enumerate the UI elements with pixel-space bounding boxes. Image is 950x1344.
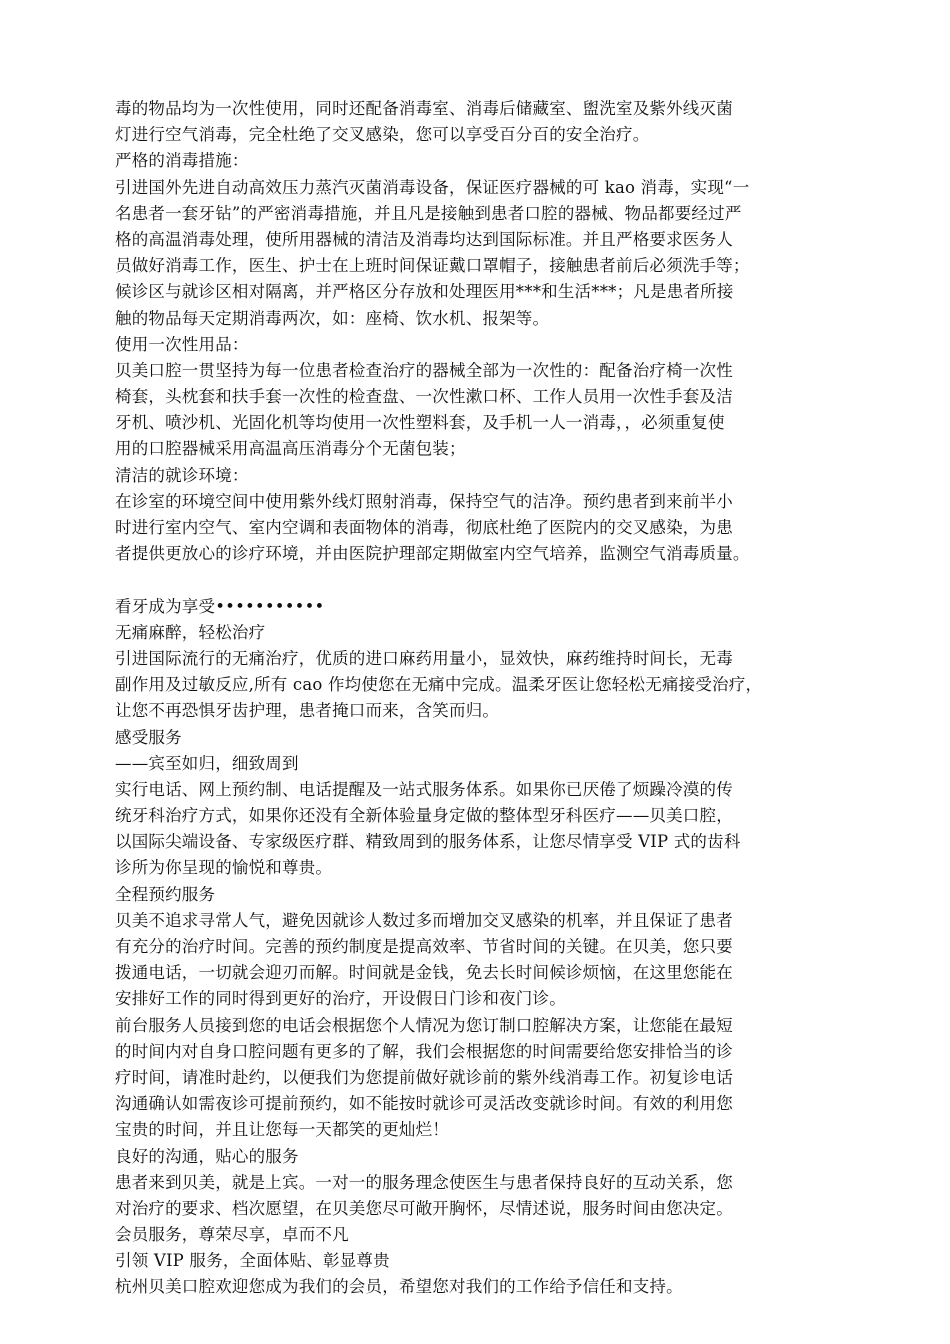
text-line: 贝美不追求寻常人气，避免因就诊人数过多而增加交叉感染的机率，并且保证了患者 [115,910,733,930]
text-line: 会员服务，尊荣尽享，卓而不凡 [115,1225,349,1245]
text-line: 副作用及过敏反应,所有 cao 作均使您在无痛中完成。温柔牙医让您轻松无痛接受治疗， [115,675,763,695]
text-line: 格的高温消毒处理，使所用器械的清洁及消毒均达到国际标准。并且严格要求医务人 [115,229,733,249]
text-line: 椅套，头枕套和扶手套一次性的检查盘、一次性漱口杯、工作人员用一次性手套及洁 [115,387,733,407]
text-line: 用的口腔器械采用高温高压消毒分个无菌包装； [115,439,466,459]
text-line: 候诊区与就诊区相对隔离，并严格区分存放和处理医用***和生活***；凡是患者所接 [115,282,734,302]
text-line: 看牙成为享受••••••••••• [115,596,325,616]
text-line: 患者来到贝美，就是上宾。一对一的服务理念使医生与患者保持良好的互动关系，您 [115,1172,733,1192]
text-line: 诊所为你呈现的愉悦和尊贵。 [115,858,333,878]
text-line: 疗时间，请准时赴约，以便我们为您提前做好就诊前的紫外线消毒工作。初复诊电话 [115,1067,733,1087]
text-line: 员做好消毒工作，医生、护士在上班时间保证戴口罩帽子，接触患者前后必须洗手等； [115,256,750,276]
text-line: 实行电话、网上预约制、电话提醒及一站式服务体系。如果你已厌倦了烦躁冷漠的传 [115,779,733,799]
text-line: ——宾至如归，细致周到 [115,753,299,773]
text-line: 时进行室内空气、室内空调和表面物体的消毒，彻底杜绝了医院内的交叉感染，为患 [115,518,733,537]
text-line: 在诊室的环境空间中使用紫外线灯照射消毒，保持空气的洁净。预约患者到来前半小 [115,491,733,511]
text-line: 名患者一套牙钻”的严密消毒措施，并且凡是接触到患者口腔的器械、物品都要经过严 [115,203,742,223]
text-line: 统牙科治疗方式，如果你还没有全新体验量身定做的整体型牙科医疗——贝美口腔， [115,806,733,826]
text-line: 拨通电话，一切就会迎刃而解。时间就是金钱，免去长时间候诊烦恼，在这里您能在 [115,963,733,983]
text-line: 前台服务人员接到您的电话会根据您个人情况为您订制口腔解决方案，让您能在最短 [115,1015,733,1035]
text-line: 杭州贝美口腔欢迎您成为我们的会员，希望您对我们的工作给予信任和支持。 [115,1277,683,1297]
text-line: 对治疗的要求、档次愿望，在贝美您尽可敞开胸怀，尽情述说，服务时间由您决定。 [115,1198,733,1218]
text-line: 沟通确认如需夜诊可提前预约，如不能按时就诊可灵活改变就诊时间。有效的利用您 [115,1094,733,1114]
text-line: 有充分的治疗时间。完善的预约制度是提高效率、节省时间的关键。在贝美，您只要 [115,937,733,956]
blank-line [115,567,840,593]
text-line: 牙机、喷沙机、光固化机等均使用一次性塑料套，及手机一人一消毒，，必须重复使 [115,413,725,433]
text-line: 清洁的就诊环境： [115,465,249,485]
text-line: 引进国际流行的无痛治疗，优质的进口麻药用量小，显效快，麻药维持时间长，无毒 [115,648,733,668]
text-line: 感受服务 [115,727,182,747]
text-line: 让您不再恐惧牙齿护理，患者掩口而来，含笑而归。 [115,701,500,721]
text-line: 者提供更放心的诊疗环境，并由医院护理部定期做室内空气培养，监测空气消毒质量。 [115,544,750,564]
text-line: 引领 VIP 服务，全面体贴、彰显尊贵 [115,1251,390,1271]
text-line: 以国际尖端设备、专家级医疗群、精致周到的服务体系，让您尽情享受 VIP 式的齿科 [115,832,741,852]
text-line: 无痛麻醉，轻松治疗 [115,622,266,642]
text-line: 严格的消毒措施： [115,151,249,171]
text-line: 宝贵的时间，并且让您每一天都笑的更灿烂！ [115,1120,449,1140]
text-line: 的时间内对自身口腔问题有更多的了解，我们会根据您的时间需要给您安排恰当的诊 [115,1041,733,1061]
document-body [115,96,840,1301]
text-line: 贝美口腔一贯坚持为每一位患者检查治疗的器械全部为一次性的：配备治疗椅一次性 [115,360,733,380]
text-line: 毒的物品均为一次性使用，同时还配备消毒室、消毒后储藏室、盥洗室及紫外线灭菌 [115,99,733,118]
text-line: 使用一次性用品： [115,334,249,354]
text-line: 引进国外先进自动高效压力蒸汽灭菌消毒设备，保证医疗器械的可 kao 消毒，实现“一 [115,177,750,197]
text-line: 触的物品每天定期消毒两次，如：座椅、饮水机、报架等。 [115,308,550,328]
text-line: 安排好工作的同时得到更好的治疗，开设假日门诊和夜门诊。 [115,989,566,1009]
text-line: 灯进行空气消毒，完全杜绝了交叉感染，您可以享受百分百的安全治疗。 [115,125,650,145]
text-line: 良好的沟通，贴心的服务 [115,1146,299,1166]
text-line: 全程预约服务 [115,884,216,904]
